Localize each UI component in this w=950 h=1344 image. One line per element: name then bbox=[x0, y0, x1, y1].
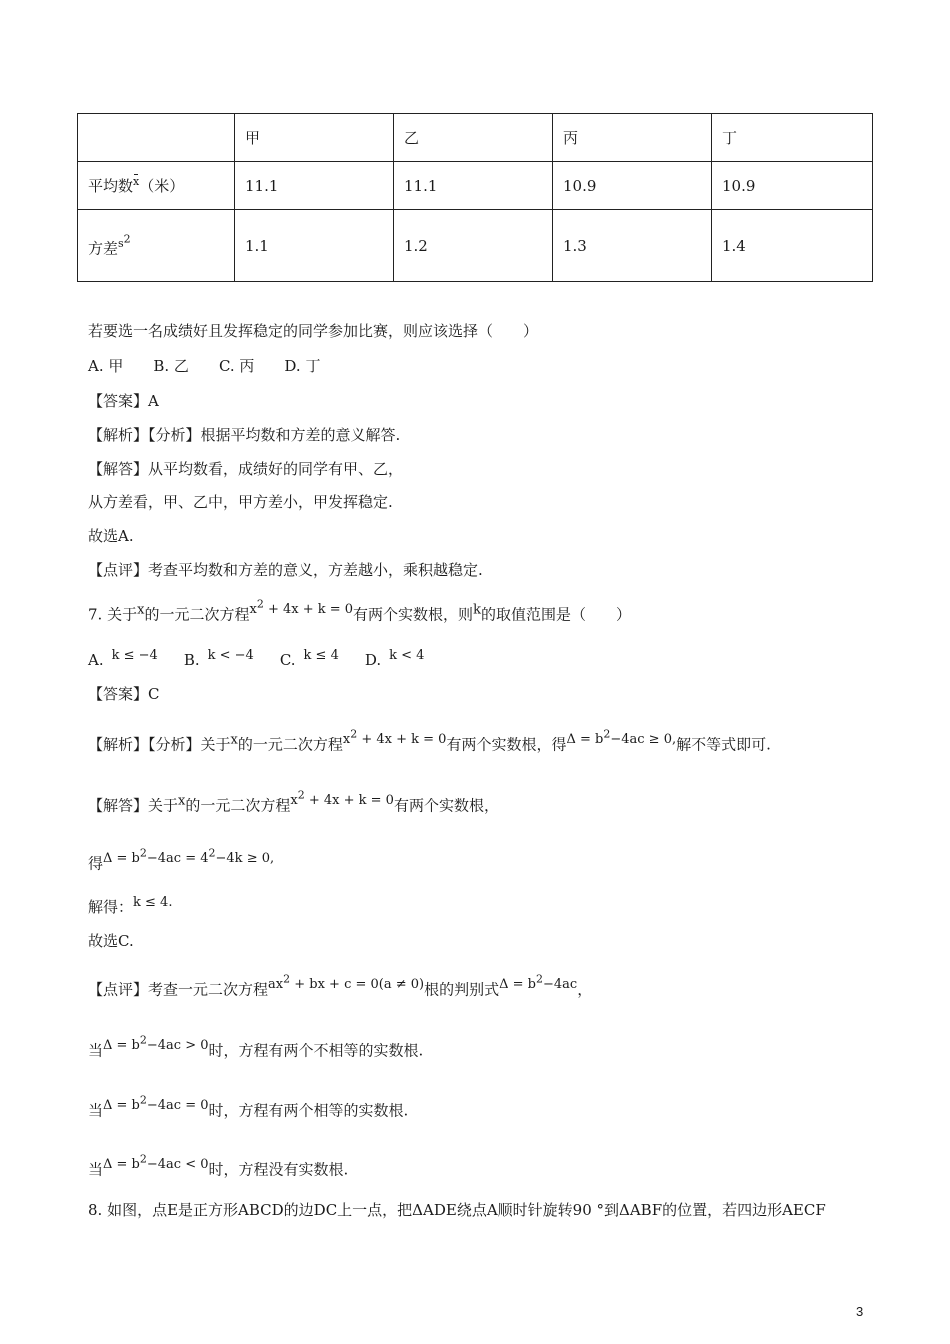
mean-label-suffix: （米） bbox=[139, 177, 185, 195]
mean-symbol: x bbox=[133, 175, 140, 188]
q7-solve: 解得：$^{k \le 4.}$ bbox=[88, 895, 173, 916]
q8-stem: 8. 如图，点E是正方形ABCD的边DC上一点，把ΔADE绕点A顺时针旋转90 °到ΔABF的位置，若四边形AECF bbox=[88, 1201, 826, 1219]
option-b: B. 乙 bbox=[153, 357, 189, 375]
q6-solution-1: 【解答】从平均数看，成绩好的同学有甲、乙， bbox=[88, 460, 404, 478]
table-header-row bbox=[78, 114, 873, 162]
q7-option-c: k ≤ 4 bbox=[303, 648, 339, 663]
q6-comment: 【点评】考查平均数和方差的意义，方差越小，乘积越稳定. bbox=[88, 561, 483, 579]
option-c: C. 丙 bbox=[218, 357, 255, 375]
q7-answer: 【答案】C bbox=[88, 685, 160, 703]
q7-discriminant: 得$^{\Delta = b^2-4ac = 4^2-4k \ge 0,}$ bbox=[88, 847, 275, 873]
variance-label-cell bbox=[78, 210, 235, 282]
q7-conclusion: 故选C. bbox=[88, 932, 134, 950]
option-a: A. 甲 bbox=[88, 357, 124, 375]
table-cell: 10.9 bbox=[553, 162, 712, 210]
q7-case-2: 当$^{\Delta = b^2-4ac = 0}$时，方程有两个相等的实数根. bbox=[88, 1094, 409, 1120]
mean-label-prefix: 平均数 bbox=[88, 177, 134, 195]
table-cell: 甲 bbox=[235, 114, 394, 162]
q7-option-a: k ≤ −4 bbox=[111, 648, 158, 663]
q7-comment: 【点评】考查一元二次方程$^{ax^2 + bx + c = 0(a \ne 0)}$根的判别式$^{\Delta = b^2-4ac}$， bbox=[88, 973, 593, 999]
table-cell: 1.1 bbox=[235, 210, 394, 282]
q6-conclusion: 故选A. bbox=[88, 527, 134, 545]
q7-case-3: 当$^{\Delta = b^2-4ac < 0}$时，方程没有实数根. bbox=[88, 1153, 349, 1179]
table-cell: 丁 bbox=[712, 114, 873, 162]
option-d: D. 丁 bbox=[284, 357, 321, 375]
variance-symbol: s2 bbox=[118, 232, 131, 251]
table-cell: 丙 bbox=[553, 114, 712, 162]
q7-stem: 7. 关于$^x$的一元二次方程$^{x^2 + 4x + k = 0}$有两个实数根，则$^k$的取值范围是（ ） bbox=[88, 598, 631, 624]
q7-analysis: 【解析】【分析】关于$^x$的一元二次方程$^{x^2 + 4x + k = 0}$有两个实数根，得$^{\Delta = b^2-4ac \ge 0,}$解不等式即可. bbox=[88, 728, 771, 754]
q6-options bbox=[88, 355, 320, 376]
table-row-variance bbox=[78, 210, 873, 282]
q7-option-d: k < 4 bbox=[389, 648, 425, 663]
table-cell: 1.3 bbox=[553, 210, 712, 282]
mean-label-cell bbox=[78, 162, 235, 210]
table-cell bbox=[78, 114, 235, 162]
table-cell: 乙 bbox=[394, 114, 553, 162]
q6-solution-2: 从方差看，甲、乙中，甲方差小，甲发挥稳定. bbox=[88, 493, 393, 511]
table-cell: 11.1 bbox=[394, 162, 553, 210]
q7-solution: 【解答】关于$^x$的一元二次方程$^{x^2 + 4x + k = 0}$有两个实数根， bbox=[88, 789, 499, 815]
page-number: 3 bbox=[856, 1304, 864, 1319]
table-cell: 1.4 bbox=[712, 210, 873, 282]
table-row-mean bbox=[78, 162, 873, 210]
variance-label: 方差 bbox=[88, 239, 119, 258]
table-cell: 1.2 bbox=[394, 210, 553, 282]
stats-table bbox=[77, 113, 873, 282]
q6-answer: 【答案】A bbox=[88, 392, 159, 410]
table-cell: 11.1 bbox=[235, 162, 394, 210]
q7-option-b: k < −4 bbox=[207, 648, 254, 663]
q6-stem: 若要选一名成绩好且发挥稳定的同学参加比赛，则应该选择（ ） bbox=[88, 322, 539, 340]
q6-analysis: 【解析】【分析】根据平均数和方差的意义解答. bbox=[88, 426, 401, 444]
q7-case-1: 当$^{\Delta = b^2-4ac > 0}$时，方程有两个不相等的实数根. bbox=[88, 1034, 424, 1060]
table-cell: 10.9 bbox=[712, 162, 873, 210]
q7-options: A. $^{k \le -4}$ B. $^{k < -4}$ C. $^{k \le 4}$ D. $^{k < 4}$ bbox=[88, 648, 425, 669]
